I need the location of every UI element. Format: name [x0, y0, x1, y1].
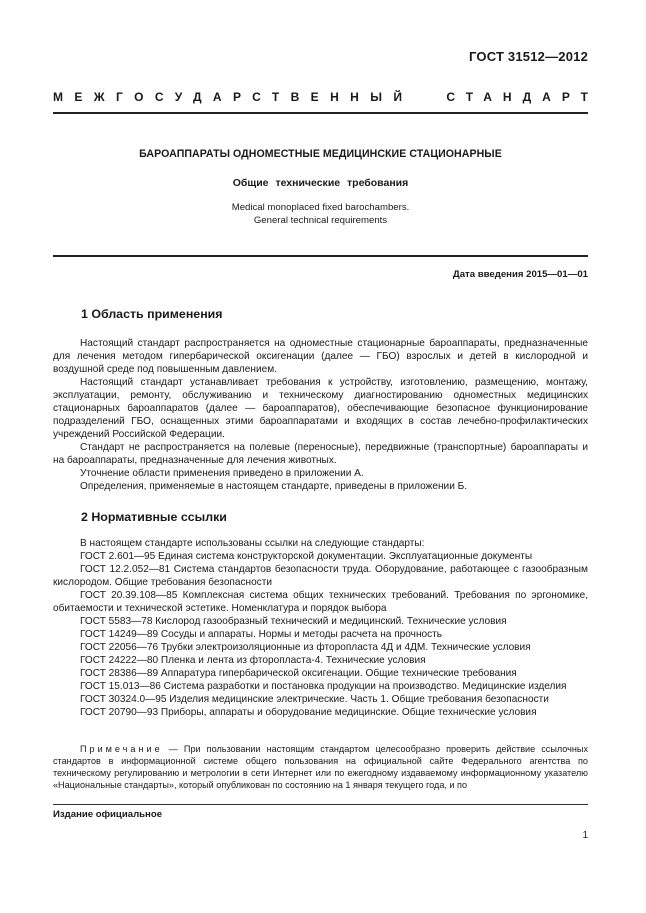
introduction-date: Дата введения 2015—01—01 [452, 269, 588, 280]
reference-item: ГОСТ 15.013—86 Система разработки и постановка продукции на производство. Медицинские изделия [80, 681, 567, 692]
english-title-line-2: General technical requirements [253, 215, 388, 226]
reference-item: ГОСТ 5583—78 Кислород газообразный технический и медицинский. Технические условия [80, 616, 507, 627]
reference-item: ГОСТ 20.39.108—85 Комплексная система общих технических требований. Требования по эргономике, обитаемости и технической эстетике. Номенклатура и порядок выбора [53, 590, 588, 614]
reference-item: ГОСТ 28386—89 Аппаратура гипербарической оксигенации. Общие технические требования [80, 668, 517, 679]
reference-item: ГОСТ 30324.0—95 Изделия медицинские электрические. Часть 1. Общие требования безопасности [80, 694, 549, 705]
note [53, 743, 588, 791]
document-subtitle: Общие технические требования [232, 177, 409, 189]
note-label: Примечание [80, 744, 163, 754]
section-1-body [53, 337, 588, 493]
reference-item: ГОСТ 22056—76 Трубки электроизоляционные из фторопласта 4Д и 4ДМ. Технические условия [80, 642, 531, 653]
english-title [53, 201, 588, 227]
section-2-body [53, 537, 588, 719]
footer-rule [53, 804, 588, 805]
section-1-heading: 1 Область применения [81, 307, 223, 321]
document-title: БАРОАППАРАТЫ ОДНОМЕСТНЫЕ МЕДИЦИНСКИЕ СТАЦИОНАРНЫЕ [139, 148, 502, 160]
document-number: ГОСТ 31512—2012 [469, 49, 588, 64]
section-2-heading: 2 Нормативные ссылки [81, 510, 227, 524]
paragraph: Настоящий стандарт устанавливает требования к устройству, изготовлению, размещению, монтажу, эксплуатации, ремонту, обслуживанию и техническому диагностированию одноместных медицинских стационарных бароаппаратов (далее — бароаппаратов), обеспечивающие безопасное функционирование подразделений ГБО, оснащенных этими бароаппаратами и входящих в состав лечебно-профилактических учреждений Российской Федерации. [53, 377, 588, 440]
references-intro: В настоящем стандарте использованы ссылки на следующие стандарты: [80, 538, 425, 549]
reference-item: ГОСТ 14249—89 Сосуды и аппараты. Нормы и методы расчета на прочность [80, 629, 443, 640]
reference-item: ГОСТ 24222—80 Пленка и лента из фторопласта-4. Технические условия [80, 655, 426, 666]
edition-label: Издание официальное [53, 809, 163, 820]
title-rule [53, 255, 588, 257]
english-title-line-1: Medical monoplaced fixed barochambers. [231, 202, 410, 213]
top-rule [53, 112, 588, 114]
paragraph: Определения, применяемые в настоящем стандарте, приведены в приложении Б. [80, 481, 468, 492]
standard-banner [53, 89, 599, 105]
title-block [53, 148, 588, 227]
page-number: 1 [582, 830, 588, 841]
banner-left: МЕЖГОСУДАРСТВЕННЫЙ [53, 90, 414, 104]
paragraph: Уточнение области применения приведено в приложении А. [80, 468, 364, 479]
note-text: — При пользовании настоящим стандартом целесообразно проверить действие ссылочных стандартов в информационной системе общего пользования на официальной сайте Федерального агентства по техническому регулированию и метрологии в сети Интернет или по ежегодному издаваемому информационному указателю «Национальные стандарты», который опубликован по состоянию на 1 января текущего года, и по [53, 744, 589, 790]
paragraph: Стандарт не распространяется на полевые (переносные), передвижные (транспортные) бароаппараты и на бароаппараты, предназначенные для лечения животных. [53, 442, 588, 466]
reference-item: ГОСТ 2.601—95 Единая система конструкторской документации. Эксплуатационные документы [80, 551, 533, 562]
reference-item: ГОСТ 20790—93 Приборы, аппараты и оборудование медицинские. Общие технические условия [80, 707, 537, 718]
reference-item: ГОСТ 12.2.052—81 Система стандартов безопасности труда. Оборудование, работающее с газообразным кислородом. Общие требования безопасности [53, 564, 588, 588]
paragraph: Настоящий стандарт распространяется на одноместные стационарные бароаппараты, предназначенные для лечения методом гипербарической оксигенации (далее — ГБО) взрослых и детей в кислородной и воздушной среде под повышенным давлением. [53, 338, 588, 375]
banner-right: СТАНДАРТ [446, 90, 599, 104]
